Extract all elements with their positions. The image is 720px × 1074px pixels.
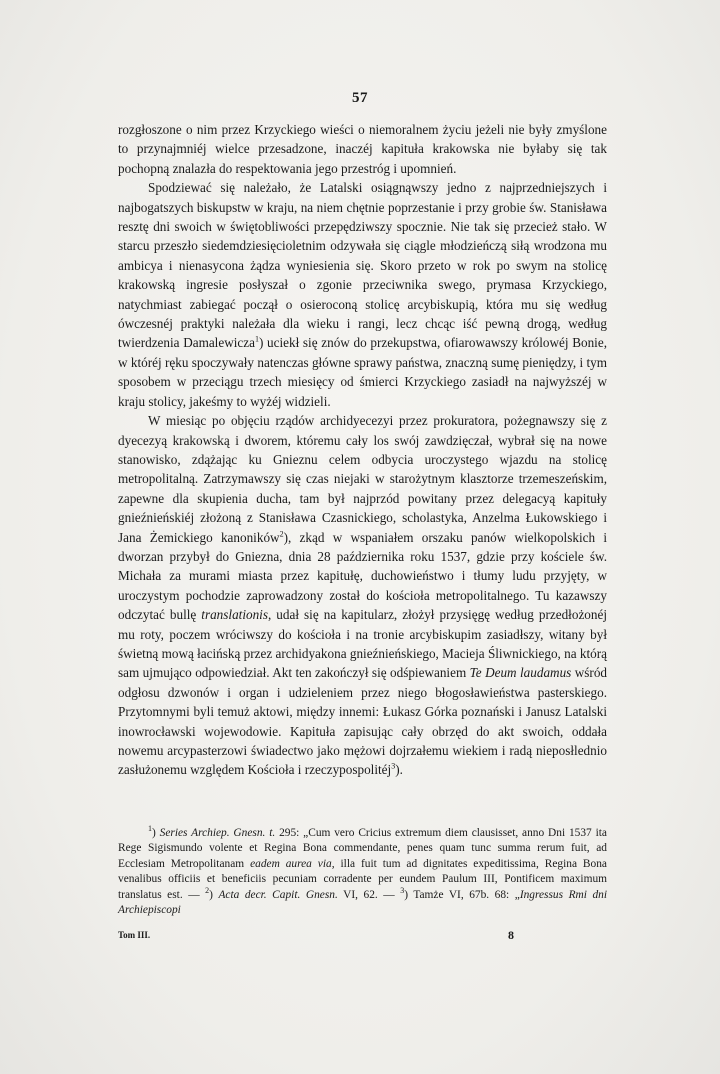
emphasis-te-deum: Te Deum laudamus: [469, 665, 572, 681]
footnote-block: $^1$) Series Archiep. Gnesn. t. 295: „Cum vero Cricius extremum diem clausisset, anno Dni 1537 ita Rege Sigismundo volente et Regina Bona commendante, penes quam tunc summa rerum fuit, ad Ecclesiam Metropolitanam eadem aurea via, illa fuit tum ad dignitates expeditissima, Regina Bona venalibus officiis et beneficiis pecuniam corradente per eundem Paulum III, Pontificem maximum translatus est. — $^2$) Acta decr. Capit. Gnesn. VI, 62. — $^3$) Tamże VI, 67b. 68: „Ingressus Rmi dni Archiepiscopi: [118, 824, 607, 917]
footnote-ref-2: 2: [279, 529, 284, 539]
main-text: [118, 120, 607, 780]
footnotes: [118, 826, 607, 918]
paragraph-3: W miesiąc po objęciu rządów archidyecezyi przez prokuratora, pożegnawszy się z dyecezyą krakowską i dworem, któremu cały los swój zawdzięczał, wybrał się na nowe stanowisko, zdążając ku Gnieznu celem odbycia uroczystego wjazdu na stolicę metropolitalną. Zatrzymawszy się czas niejaki w starożytnym klasztorze trzemeszeńskim, zapewne dla skupienia ducha, tam był najprzód powitany przez delegacyą kapituły gnieźnieńskiéj złożoną z Stanisława Czasnickiego, scholastyka, Anzelma Łukowskiego i Jana Żemickiego kanoników$^2$), zkąd w wspaniałem orszaku panów wielkopolskich i dworzan przybył do Gniezna, dnia 28 października roku 1537, gdzie przy kościele św. Michała za murami miasta przez kapitułę, duchowieństwo i tłumy ludu przyjęty, w uroczystym pochodzie zaprowadzony został do kościoła metropolitalnego. Tu kazawszy odczytać bullę translationis, udał się na kapitularz, złożył przysięgę według przedłożonéj mu roty, poczem wróciwszy do kościoła i na tronie arcybiskupim zasiadłszy, witany był świetną mową łacińską przez archidyakona gnieźnieńskiego, Macieja Śliwnickiego, na którą sam ujmująco odpowiedział. Akt ten zakończył się odśpiewaniem Te Deum laudamus wśród odgłosu dzwonów i organ i udzieleniem przez niego błogosławieństwa pasterskiego. Przytomnymi byli temuż aktowi, między innemi: Łukasz Górka poznański i Janusz Latalski inowrocławski wojewodowie. Kapituła zapisując cały obrzęd do akt swoich, oddała nowemu arcypasterzowi świadectwo jako mężowi dojrzałemu wiekiem i radą nieposłlednio zasłużonemu względem Kościoła i rzeczypospolitéj$^3$).: [118, 413, 608, 778]
paragraph-2: Spodziewać się należało, że Latalski osiągnąwszy jedno z najprzedniejszych i najbogatszych biskupstw w kraju, na niem chętnie poprzestanie i przy grobie św. Stanisława resztę dni swoich w świętobliwości przepędziwszy spocznie. Nie tak się przecież stało. W starcu przeszło siedemdziesięcioletnim odzywała się ciągle młodzieńczą siłą wrodzona mu ambicya i nienasycona żądza wyniesienia się. Skoro przeto w rok po swym na stolicę krakowską ingresie posłyszał o zgonie przeciwnika swego, prymasa Krzyckiego, natychmiast zabiegać począł o osieroconą stolicę arcybiskupią, która mu się według ówczesnéj praktyki należała dla wieku i rangi, lecz chcąc iść pewną drogą, według twierdzenia Damalewicza$^1$) uciekł się znów do przekupstwa, ofiarowawszy królowéj Bonie, w któréj ręku spoczywały natenczas główne sprawy państwa, znaczną sumę pieniędzy, i tym sposobem w przeciągu trzech miesięcy od śmierci Krzyckiego zasiadł na najwyższéj w kraju stolicy, jakeśmy to wyżéj widzieli.: [118, 180, 607, 409]
page-number: 57: [352, 90, 368, 106]
volume-mark: Tom III.: [118, 930, 151, 940]
emphasis-translationis: translationis: [201, 607, 268, 623]
footnote-ref-3: 3: [391, 762, 396, 772]
footnote-ref-1: 1: [254, 335, 259, 345]
signature-line: [118, 930, 607, 946]
paragraph-1: rozgłoszone o nim przez Krzyckiego wieści o niemoralnem życiu jeżeli nie były zmyślone to przynajmniéj wielce przesadzone, inaczéj kapituła krakowska nie byłaby się tak pochopną znalazła do respektowania jego przestróg i upomnień.: [118, 122, 607, 176]
signature-number: 8: [508, 928, 514, 942]
